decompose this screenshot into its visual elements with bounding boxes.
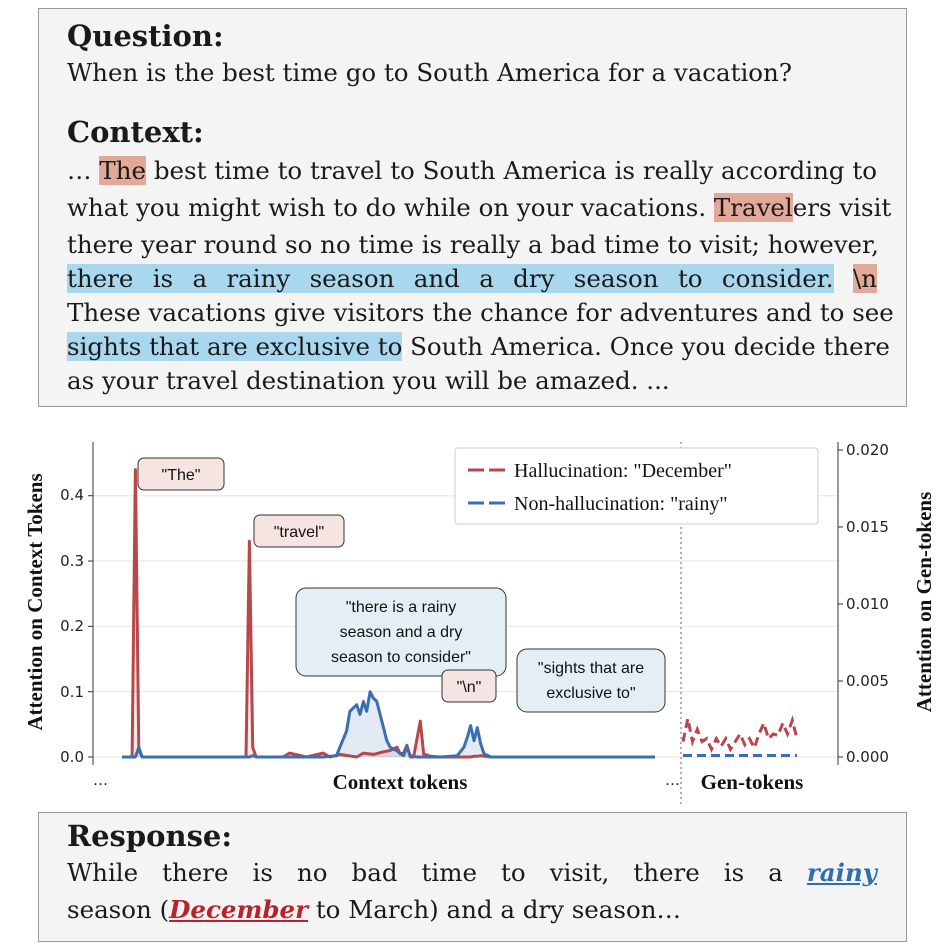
- legend-label-nonhallucination: Non-hallucination: "rainy": [514, 493, 728, 515]
- response-line-2: season (December to March) and a dry season…: [67, 895, 682, 924]
- y2tick-label: 0.000: [846, 748, 889, 766]
- right-ellipsis: …: [665, 771, 680, 789]
- context-line-7: as your travel destination you will be amazed. ...: [67, 366, 670, 395]
- response-keyword-december: December: [169, 895, 309, 924]
- attention-chart: [0, 420, 947, 805]
- annotation-the: [138, 458, 224, 490]
- legend-label-hallucination: Hallucination: "December": [514, 460, 732, 482]
- annotation-rainy-line3: season to consider": [331, 649, 471, 666]
- highlight-travel: Travel: [713, 193, 793, 222]
- ytick-label: 0.4: [60, 486, 84, 504]
- highlight-newline: \n: [852, 264, 877, 293]
- question-context-box: [38, 8, 907, 407]
- highlight-rainy-season: there is a rainy season and a dry season to consider.: [67, 264, 834, 293]
- context-line-3: there year round so no time is really a bad time to visit; however,: [67, 230, 879, 259]
- annotation-newline-label: "\n": [456, 679, 482, 696]
- response-line-1: While there is no bad time to visit, there is a rainy: [67, 858, 877, 887]
- context-line-5: These vacations give visitors the chance for adventures and to see: [67, 298, 894, 327]
- context-line-2: what you might wish to do while on your vacations. Travelers visit: [67, 193, 892, 222]
- hallucination-gen-series-line: [683, 719, 797, 750]
- context-heading: Context:: [67, 115, 204, 149]
- question-text: When is the best time go to South America for a vacation?: [67, 58, 792, 87]
- annotation-rainy-line2: season and a dry: [339, 624, 463, 641]
- legend: [455, 448, 818, 524]
- highlight-the: The: [99, 156, 146, 185]
- y2tick-label: 0.005: [846, 672, 889, 690]
- highlight-sights: sights that are exclusive to: [67, 332, 403, 361]
- annotation-newline: [442, 670, 496, 702]
- context-line-1: … The best time to travel to South America is really according to: [67, 156, 877, 185]
- y2tick-label: 0.015: [846, 518, 889, 536]
- ytick-label: 0.1: [60, 683, 84, 701]
- annotation-rainy-line1: "there is a rainy: [345, 599, 457, 616]
- annotation-travel-label: "travel": [273, 524, 325, 541]
- y-axis-title: Attention on Context Tokens: [23, 473, 47, 731]
- annotation-sights-line2: exclusive to": [546, 685, 636, 702]
- question-heading: Question:: [67, 19, 224, 53]
- response-heading: Response:: [67, 819, 233, 853]
- response-box: [38, 812, 907, 942]
- x-axis-title: Context tokens: [332, 770, 468, 794]
- response-keyword-rainy: rainy: [806, 858, 877, 887]
- annotation-sights-line1: "sights that are: [537, 660, 645, 677]
- left-ellipsis: …: [93, 771, 108, 789]
- y2tick-label: 0.020: [846, 441, 889, 459]
- ytick-label: 0.0: [60, 748, 84, 766]
- x2-axis-title: Gen-tokens: [700, 770, 804, 794]
- annotation-rainy-season: [296, 588, 506, 676]
- context-line-6: sights that are exclusive to South America. Once you decide there: [67, 332, 890, 361]
- ytick-label: 0.2: [60, 617, 84, 635]
- annotation-the-label: "The": [161, 467, 201, 484]
- y2-axis-title: Attention on Gen-tokens: [912, 491, 936, 713]
- ytick-label: 0.3: [60, 552, 84, 570]
- annotation-sights: [517, 649, 665, 712]
- annotation-travel: [254, 515, 344, 547]
- y2tick-label: 0.010: [846, 595, 889, 613]
- context-line-4: [67, 264, 877, 293]
